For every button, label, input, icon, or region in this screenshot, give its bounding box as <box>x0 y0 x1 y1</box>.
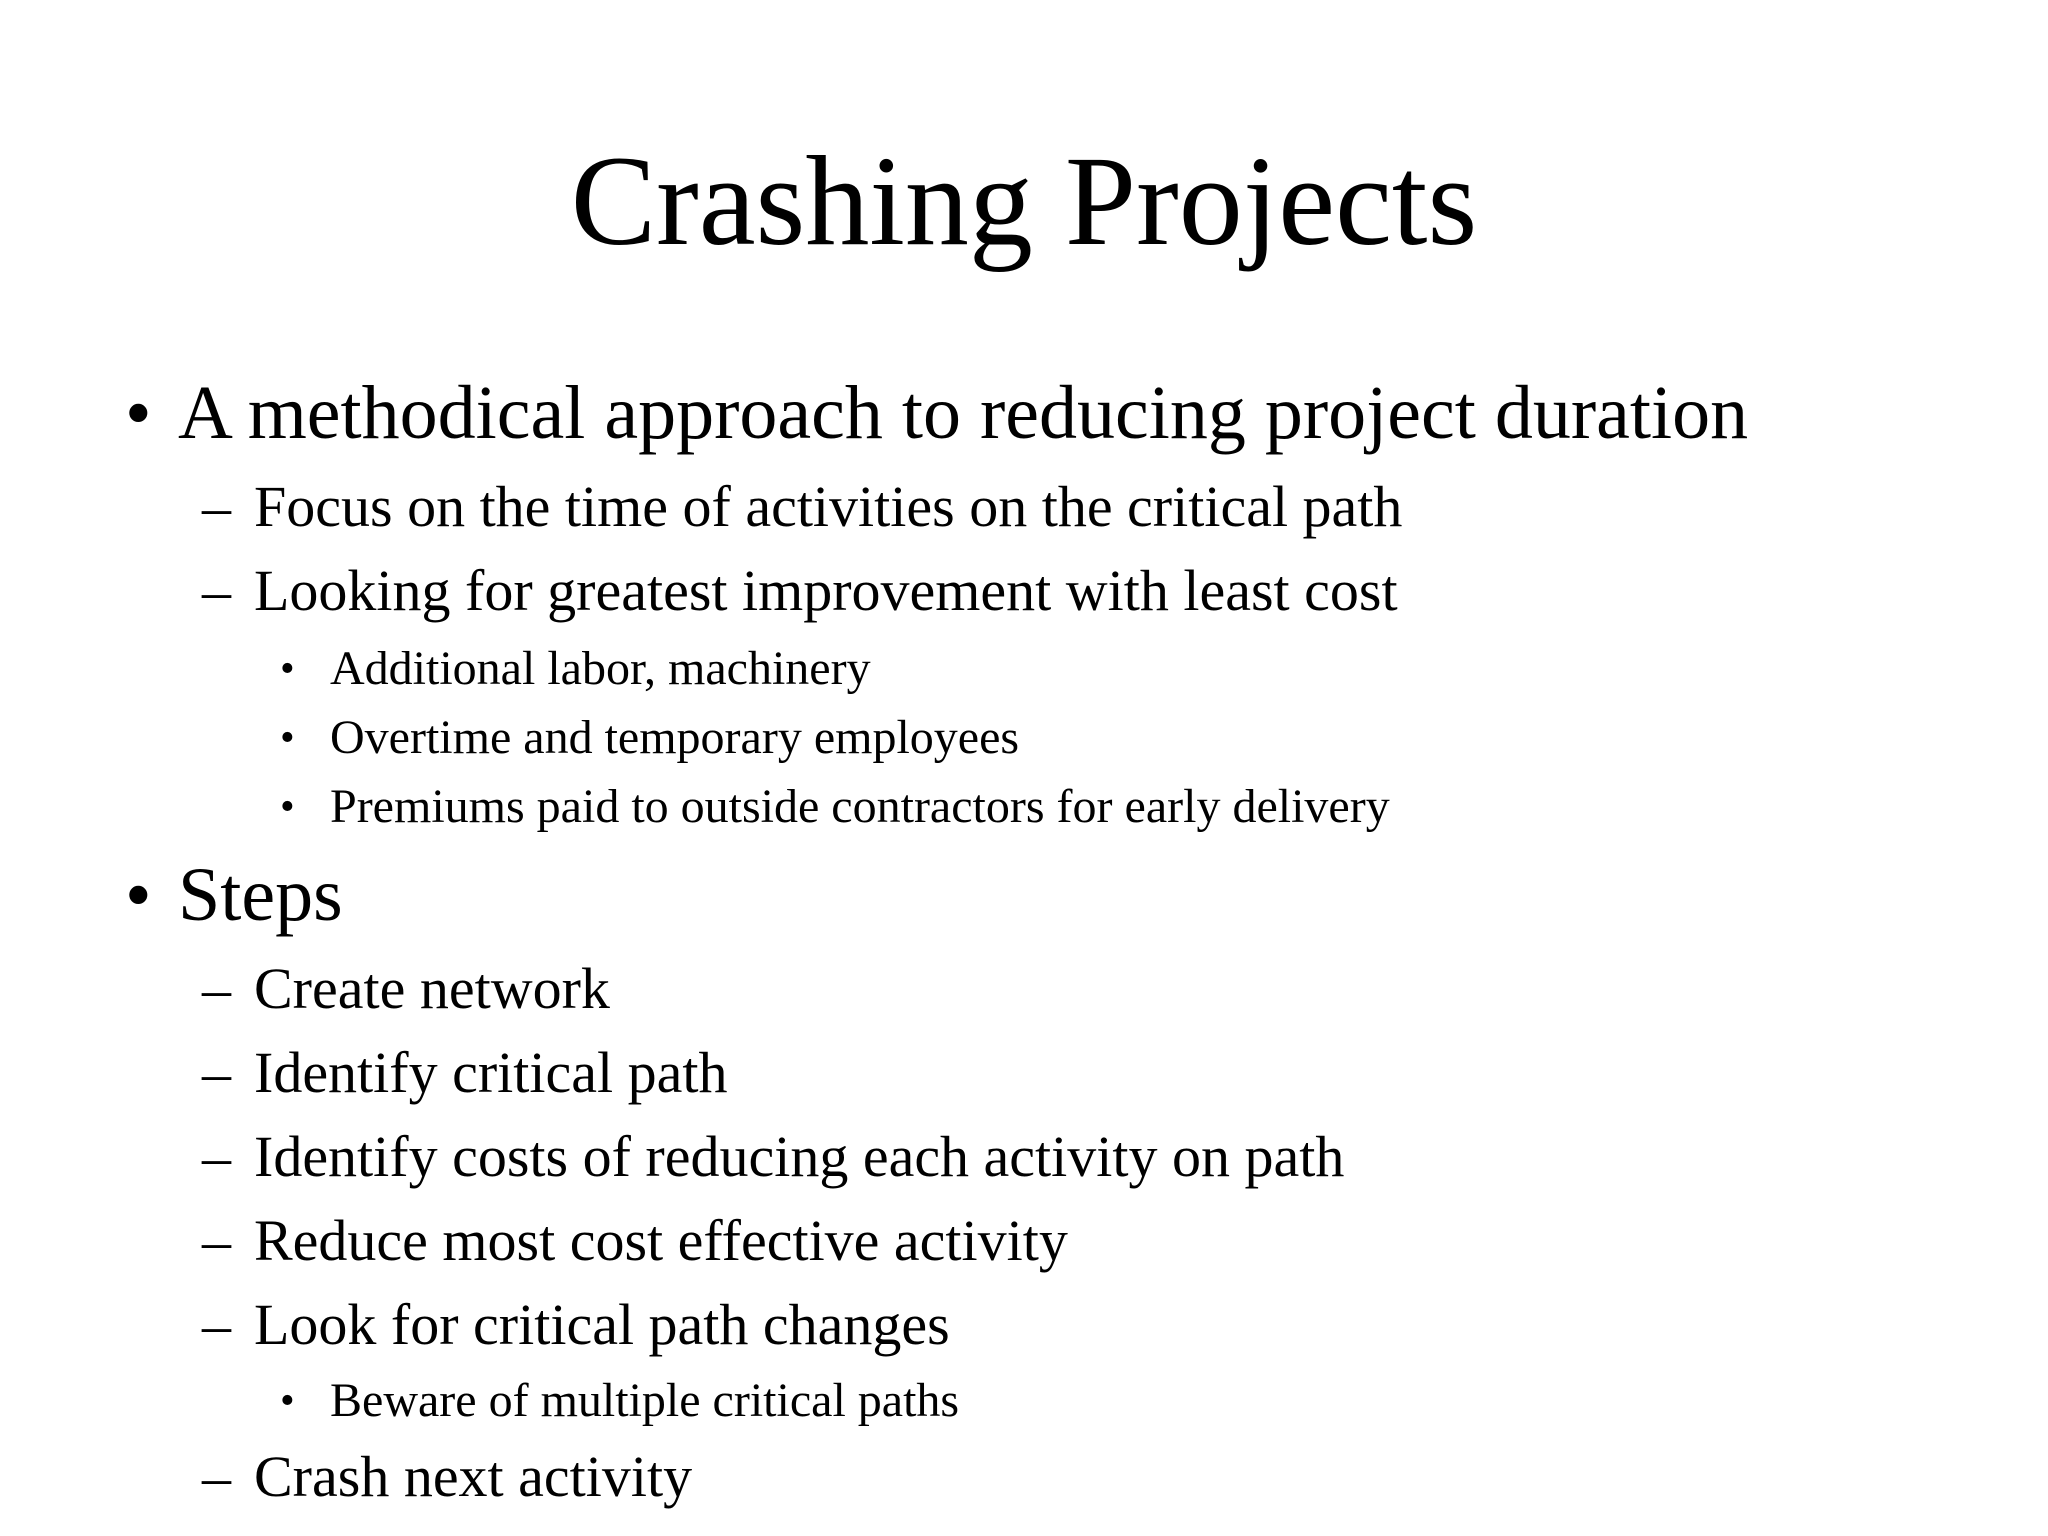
detail-bullet-text: Overtime and temporary employees <box>330 711 1020 764</box>
detail-bullet-text: Beware of multiple critical paths <box>330 1374 960 1427</box>
sub-bullet-text: Looking for greatest improvement with least cost <box>254 558 1398 623</box>
dash-marker: – <box>202 1040 231 1105</box>
sub-bullet-text: Look for critical path changes <box>254 1292 950 1357</box>
sub-bullet-text: Create network <box>254 956 610 1021</box>
slide-title: Crashing Projects <box>570 130 1478 272</box>
bullet-marker: • <box>125 371 152 455</box>
dash-marker: – <box>202 1208 231 1273</box>
bullet-marker: • <box>125 853 152 937</box>
small-bullet-marker: • <box>280 784 295 830</box>
dash-marker: – <box>202 1292 231 1357</box>
sub-bullet-text: Crash next activity <box>254 1444 693 1509</box>
dash-marker: – <box>202 1444 231 1509</box>
detail-bullet-text: Additional labor, machinery <box>330 642 871 695</box>
bullet-text: Steps <box>178 853 343 937</box>
dash-marker: – <box>202 558 231 623</box>
small-bullet-marker: • <box>280 715 295 761</box>
bullet-text: A methodical approach to reducing project duration <box>178 371 1749 455</box>
small-bullet-marker: • <box>280 646 295 692</box>
sub-bullet-text: Identify costs of reducing each activity on path <box>254 1124 1345 1189</box>
dash-marker: – <box>202 474 231 539</box>
sub-bullet-text: Focus on the time of activities on the critical path <box>254 474 1403 539</box>
small-bullet-marker: • <box>280 1378 295 1424</box>
dash-marker: – <box>202 1124 231 1189</box>
sub-bullet-text: Reduce most cost effective activity <box>254 1208 1068 1273</box>
sub-bullet-text: Identify critical path <box>254 1040 728 1105</box>
dash-marker: – <box>202 956 231 1021</box>
detail-bullet-text: Premiums paid to outside contractors for early delivery <box>330 780 1390 833</box>
